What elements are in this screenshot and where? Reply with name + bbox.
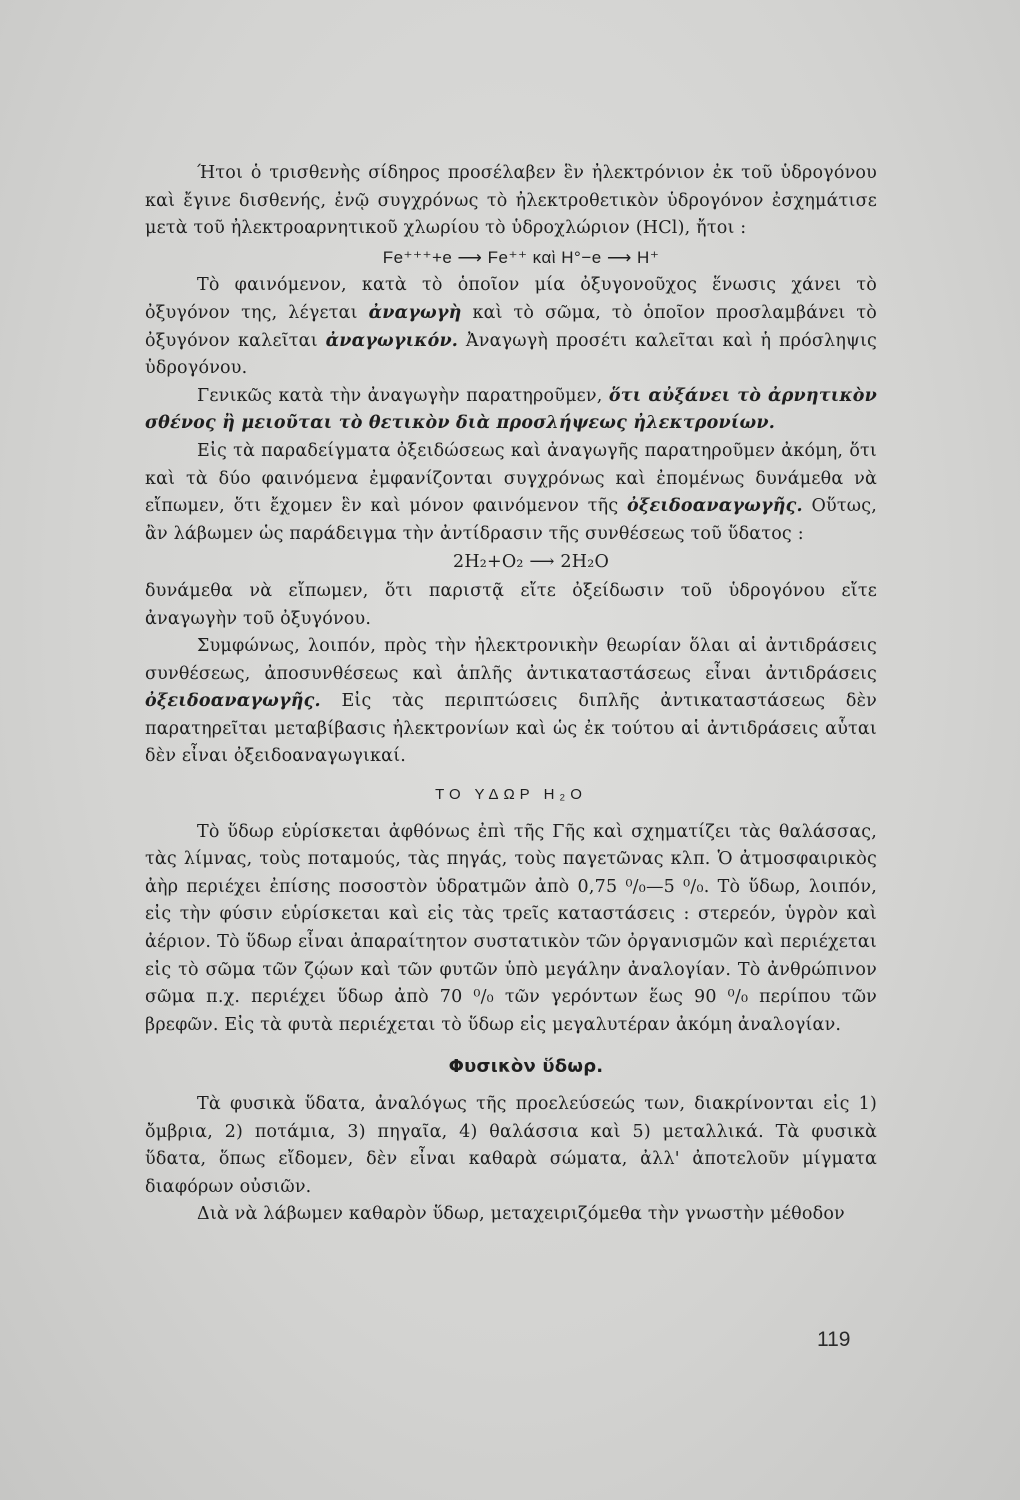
term-reducing: ἀναγωγικόν. [325, 330, 459, 351]
section-heading: ΤΟ ΥΔΩΡ H₂O [435, 786, 587, 804]
term-redox: ὀξειδοαναγωγῆς. [145, 691, 321, 712]
paragraph-1: Ήτοι ὁ τρισθενὴς σίδηρος προσέλαβεν ἓν ἠλεκτρόνιον ἐκ τοῦ ὑδρογόνου καὶ ἔγινε δισθενής, ἐνῷ συγχρόνως τὸ ἠλεκτροθετικὸν ὑδρογόνον ἐσχημάτισε μετὰ τοῦ ἠλεκτροαρνητικοῦ χλωρίου τὸ ὑδροχλώριον (HCl), ἤτοι : [145, 163, 877, 239]
paragraph-9: Διὰ νὰ λάβωμεν καθαρὸν ὕδωρ, μεταχειριζόμεθα τὴν γνωστὴν μέθοδον [197, 1204, 845, 1225]
page-number: 119 [817, 1328, 851, 1351]
text-run: Εἰς τὰ παραδείγματα ὀξειδώσεως καὶ ἀναγωγῆς παρατηροῦμεν ἀκόμη, ὅτι καὶ τὰ δύο φαινόμενα ἐμφανίζονται συγχρόνως καὶ ἐπομένως δυνάμεθα νὰ εἴπωμεν, ὅτι ἔχομεν ἓν καὶ μόνον φαινόμενον τῆς [145, 440, 877, 517]
text-run: Γενικῶς κατὰ τὴν ἀναγωγὴν παρατηροῦμεν, [197, 385, 609, 406]
emphasis-definition: ὅτι αὐξάνει τὸ ἀρνητικὸν σθένος ἢ μειοῦται τὸ θετικὸν διὰ προσλήψεως ἠλεκτρονίων. [145, 385, 877, 434]
text-run: Ἀναγωγὴ προσέτι καλεῖται καὶ ἡ πρόσληψις ὑδρογόνου. [145, 330, 878, 379]
text-run: Οὕτως, ἂν λάβωμεν ὡς παράδειγμα τὴν ἀντίδρασιν τῆς συνθέσεως τοῦ ὕδατος : [145, 496, 878, 544]
paragraph-7: Τὸ ὕδωρ εὑρίσκεται ἀφθόνως ἐπὶ τῆς Γῆς καὶ σχηματίζει τὰς θαλάσσας, τὰς λίμνας, τοὺς ποταμούς, τὰς πηγάς, τοὺς παγετῶνας κλπ. Ὁ ἀτμοσφαιρικὸς ἀὴρ περιέχει ἐπίσης ποσοστὸν ὑδρατμῶν ἀπὸ 0,75 ⁰/₀—5 ⁰/₀. Τὸ ὕδωρ, λοιπόν, εἰς τὴν φύσιν εὑρίσκεται καὶ εἰς τὰς τρεῖς καταστάσεις : στερεόν, ὑγρὸν καὶ ἀέριον. Τὸ ὕδωρ εἶναι ἀπαραίτητον συστατικὸν τῶν ὀργανισμῶν καὶ περιέχεται εἰς τὸ σῶμα τῶν ζῴων καὶ τῶν φυτῶν ὑπὸ μεγάλην ἀναλογίαν. Τὸ ἀνθρώπινον σῶμα π.χ. περιέχει ὕδωρ ἀπὸ 70 ⁰/₀ τῶν γερόντων ἕως 90 ⁰/₀ περίπου τῶν βρεφῶν. Εἰς τὰ φυτὰ περιέχεται τὸ ὕδωρ εἰς μεγαλυτέραν ἀκόμη ἀναλογίαν. [145, 821, 877, 1035]
term-reduction: ἀναγωγὴ [368, 302, 462, 323]
paragraph-3 [145, 383, 877, 438]
paragraph-2 [145, 272, 877, 382]
text-run: Συμφώνως, λοιπόν, πρὸς τὴν ἠλεκτρονικὴν θεωρίαν ὅλαι αἱ ἀντιδράσεις συνθέσεως, ἀποσυνθέσεως καὶ ἁπλῆς ἀντικαταστάσεως εἶναι ἀντιδράσεις [145, 636, 877, 684]
paragraph-6 [145, 633, 877, 771]
term-redox: ὀξειδοαναγωγῆς. [627, 496, 803, 517]
paragraph-5: δυνάμεθα νὰ εἴπωμεν, ὅτι παριστᾷ εἴτε ὀξείδωσιν τοῦ ὑδρογόνου εἴτε ἀναγωγὴν τοῦ ὀξυγόνου. [145, 580, 877, 629]
paragraph-8: Τὰ φυσικὰ ὕδατα, ἀναλόγως τῆς προελεύσεώς των, διακρίνονται εἰς 1) ὄμβρια, 2) ποτάμια, 3) πηγαῖα, 4) θαλάσσια καὶ 5) μεταλλικά. Τὰ φυσικὰ ὕδατα, ὅπως εἴδομεν, δὲν εἶναι καθαρὰ σώματα, ἀλλ' ἀποτελοῦν μίγματα διαφόρων οὐσιῶν. [145, 1094, 877, 1197]
text-run: καὶ τὸ σῶμα, τὸ ὁποῖον προσλαμβάνει τὸ ὀξυγόνον καλεῖται [145, 302, 877, 351]
text-column [145, 160, 877, 1229]
paragraph-4 [145, 438, 877, 548]
equation-water: 2H₂+O₂ ⟶ 2H₂O [452, 552, 609, 573]
text-run: Εἰς τὰς περιπτώσεις διπλῆς ἀντικαταστάσεως δὲν παρατηρεῖται μεταβίβασις ἠλεκτρονίων καὶ ὡς ἐκ τούτου αἱ ἀντιδράσεις αὗται δὲν εἶναι ὀξειδοαναγωγικαί. [145, 691, 877, 767]
equation-redox: Fe⁺⁺⁺+e ⟶ Fe⁺⁺ καὶ H°−e ⟶ H⁺ [382, 247, 660, 267]
subsection-heading: Φυσικὸν ὕδωρ. [448, 1056, 604, 1078]
text-run: Τὸ φαινόμενον, κατὰ τὸ ὁποῖον μία ὀξυγονοῦχος ἕνωσις χάνει τὸ ὀξυγόνον της, λέγεται [145, 275, 877, 323]
